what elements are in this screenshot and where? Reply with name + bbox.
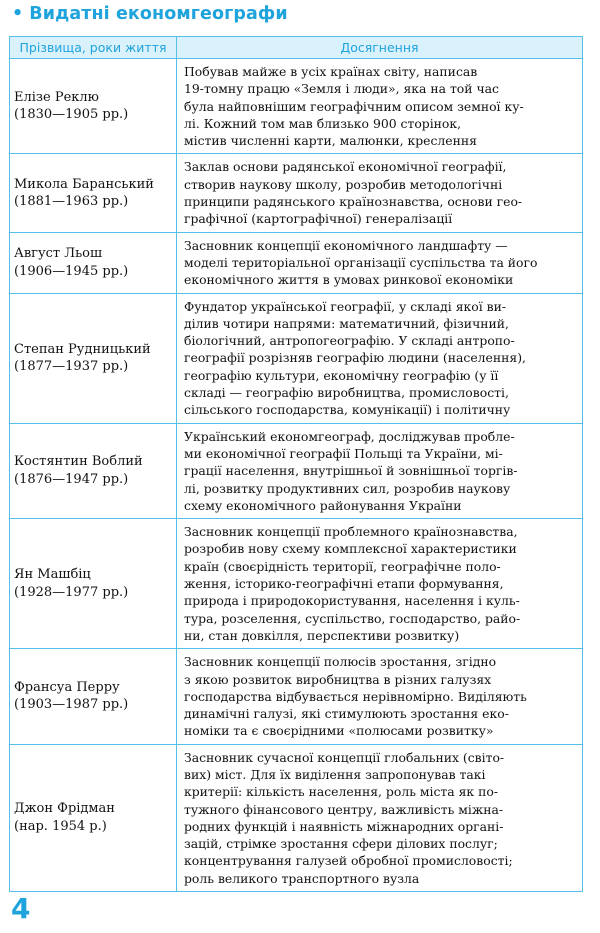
geographer-years: (1928—1977 рр.) xyxy=(14,584,129,600)
table-row xyxy=(10,59,583,154)
achievement-line: зацій, стрімке зростання сфери ділових послуг; xyxy=(184,836,498,852)
geographer-name: Франсуа Перру xyxy=(14,679,120,695)
achievement-cell xyxy=(177,232,583,293)
geographer-cell xyxy=(10,232,177,293)
achievement-line: географію культури, економічну географію (у її xyxy=(184,367,499,383)
achievement-cell xyxy=(177,59,583,154)
achievement-line: тужного фінансового центру, важливість міжна- xyxy=(184,801,504,817)
geographer-cell xyxy=(10,744,177,891)
achievement-line: номіки та є своєрідними «полюсами розвитку» xyxy=(184,723,494,739)
geographer-name: Микола Баранський xyxy=(14,176,154,192)
achievement-line: біологічний, антропогеографію. У складі антропо- xyxy=(184,333,515,349)
geographer-cell xyxy=(10,649,177,744)
geographer-years: (нар. 1954 р.) xyxy=(14,818,107,834)
achievement-line: Засновник концепції проблемного країнознавства, xyxy=(184,524,518,540)
geographer-name: Ян Машбіц xyxy=(14,567,91,583)
achievement-line: динамічні галузі, які стимулюють зростання еко- xyxy=(184,706,509,722)
geographer-name: Костянтин Воблий xyxy=(14,454,143,470)
achievement-line: графічної (картографічної) генералізації xyxy=(184,211,453,227)
achievement-line: тура, розселення, суспільство, господарство, райо- xyxy=(184,610,521,626)
geographer-name: Август Льош xyxy=(14,246,103,262)
geographer-years: (1877—1937 рр.) xyxy=(14,359,129,375)
table-row xyxy=(10,519,583,649)
geographer-name: Елізе Реклю xyxy=(14,89,99,105)
achievement-cell xyxy=(177,519,583,649)
geographer-years: (1830—1905 рр.) xyxy=(14,107,129,123)
geographer-name: Джон Фрідман xyxy=(14,801,115,817)
table-row xyxy=(10,154,583,232)
achievement-line: моделі територіальної організації суспільства та його xyxy=(184,254,538,270)
achievement-line: містив численні карти, малюнки, креслення xyxy=(184,133,477,149)
achievement-line: була найповнішим географічним описом земної ку- xyxy=(184,98,524,114)
geographer-name: Степан Рудницький xyxy=(14,341,151,357)
table-row xyxy=(10,649,583,744)
achievement-line: з якою розвиток виробництва в різних галузях xyxy=(184,671,492,687)
geographer-cell xyxy=(10,519,177,649)
achievement-line: складі — географію виробництва, промисловості, xyxy=(184,385,509,401)
achievement-line: 19-томну працю «Земля і люди», яка на той час xyxy=(184,81,499,97)
achievement-cell xyxy=(177,649,583,744)
table-row xyxy=(10,744,583,891)
achievement-line: господарства відбувається нерівномірно. Виділяють xyxy=(184,688,527,704)
achievement-line: створив наукову школу, розробив методологічні xyxy=(184,176,503,192)
achievement-line: Побував майже в усіх країнах світу, написав xyxy=(184,64,478,79)
geographers-table xyxy=(9,36,583,892)
achievement-cell xyxy=(177,423,583,518)
geographer-years: (1906—1945 рр.) xyxy=(14,263,129,279)
achievement-line: схему економічного районування України xyxy=(184,497,462,513)
achievement-line: ми економічної географії Польщі та України, мі- xyxy=(184,445,503,461)
column-header-achievements: Досягнення xyxy=(177,37,583,59)
achievement-line: родних функцій і наявність міжнародних органі- xyxy=(184,818,504,834)
achievement-line: природа і природокористування, населення і куль- xyxy=(184,593,520,609)
achievement-line: економічного життя в умовах ринкової економіки xyxy=(184,272,514,288)
achievement-line: лі. Кожний том мав близько 900 сторінок, xyxy=(184,115,462,131)
achievement-line: сільського господарства, комунікації) і політичну xyxy=(184,402,511,418)
achievement-line: Український економгеограф, досліджував пробле- xyxy=(184,428,515,444)
achievement-line: Заклав основи радянської економічної географії, xyxy=(184,159,507,175)
section-heading xyxy=(12,4,288,24)
geographer-cell xyxy=(10,154,177,232)
achievement-cell xyxy=(177,293,583,423)
achievement-line: грації населення, внутрішньої й зовнішньої торгів- xyxy=(184,463,518,479)
achievement-line: Фундатор української географії, у складі якої ви- xyxy=(184,298,507,314)
geographer-cell xyxy=(10,293,177,423)
column-header-names: Прізвища, роки життя xyxy=(10,37,177,59)
table-row xyxy=(10,232,583,293)
achievement-line: Засновник концепції економічного ландшафту — xyxy=(184,237,508,253)
achievement-line: принципи радянського країнознавства, основи гео- xyxy=(184,194,523,210)
achievement-line: географії розрізняв географію людини (населення), xyxy=(184,350,526,366)
achievement-line: розробив нову схему комплексної характеристики xyxy=(184,541,517,557)
section-title: Видатні економгеографи xyxy=(29,4,288,24)
achievement-line: критерії: кількість населення, роль міста як по- xyxy=(184,784,499,800)
achievement-line: концентрування галузей обробної промисловості; xyxy=(184,853,513,869)
achievement-line: ділив чотири напрями: математичний, фізичний, xyxy=(184,315,509,331)
bullet-icon: • xyxy=(12,4,24,24)
achievement-line: лі, розвитку продуктивних сил, розробив наукову xyxy=(184,480,511,496)
table-row xyxy=(10,423,583,518)
achievement-line: ження, історико-географічні етапи формування, xyxy=(184,576,504,592)
geographer-years: (1876—1947 рр.) xyxy=(14,471,129,487)
geographer-years: (1903—1987 рр.) xyxy=(14,697,129,713)
geographer-cell xyxy=(10,59,177,154)
geographer-cell xyxy=(10,423,177,518)
achievement-cell xyxy=(177,744,583,891)
achievement-line: країн (своєрідність території, географічне поло- xyxy=(184,558,501,574)
page-number: 4 xyxy=(11,892,31,925)
achievement-line: Засновник концепції полюсів зростання, згідно xyxy=(184,654,497,670)
achievement-line: Засновник сучасної концепції глобальних (світо- xyxy=(184,749,505,765)
achievement-line: роль великого транспортного вузла xyxy=(184,870,420,886)
table-header-row xyxy=(10,37,583,59)
geographer-years: (1881—1963 рр.) xyxy=(14,194,129,210)
achievement-cell xyxy=(177,154,583,232)
achievement-line: ни, стан довкілля, перспективи розвитку) xyxy=(184,627,460,643)
table-row xyxy=(10,293,583,423)
achievement-line: вих) міст. Для їх виділення запропонував такі xyxy=(184,766,486,782)
